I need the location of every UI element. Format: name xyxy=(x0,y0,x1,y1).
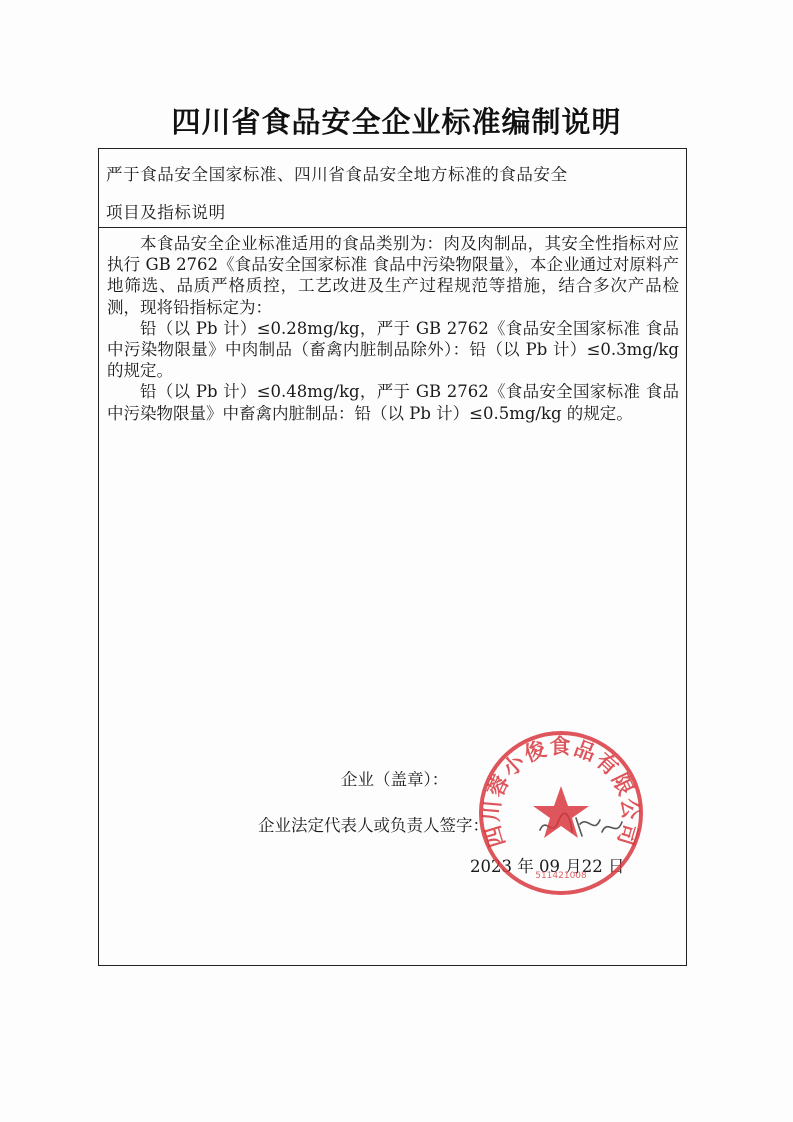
paragraph-lead-limit-offal: 铅（以 Pb 计）≤0.48mg/kg，严于 GB 2762《食品安全国家标准 食品中污染物限量》中畜禽内脏制品：铅（以 Pb 计）≤0.5mg/kg 的规定。 xyxy=(107,382,679,423)
company-seal xyxy=(476,728,646,898)
paragraph-lead-limit-meat: 铅（以 Pb 计）≤0.28mg/kg，严于 GB 2762《食品安全国家标准 食品中污染物限量》中肉制品（畜禽内脏制品除外）：铅（以 Pb 计）≤0.3mg/kg 的规定。 xyxy=(107,318,679,381)
document-title: 四川省食品安全企业标准编制说明 xyxy=(171,105,622,139)
date-day: 22 xyxy=(581,857,603,876)
date-year-unit: 年 xyxy=(517,857,534,876)
seal-code-text: 511421008 xyxy=(535,871,587,881)
section-header-line-1: 严于食品安全国家标准、四川省食品安全地方标准的食品安全 xyxy=(106,165,568,184)
representative-signature-label: 企业法定代表人或负责人签字： xyxy=(258,816,489,835)
date-year: 2023 xyxy=(470,857,512,876)
seal-arc-text: 四川蓉小俊食品有限公司 xyxy=(479,734,643,850)
date-month-unit: 月 xyxy=(565,857,582,876)
section-body xyxy=(107,233,679,424)
date-day-unit: 日 xyxy=(608,857,625,876)
section-header-line-2: 项目及指标说明 xyxy=(106,203,226,222)
company-seal-label: 企业（盖章）： xyxy=(341,770,449,789)
paragraph-scope: 本食品安全企业标准适用的食品类别为：肉及肉制品，其安全性指标对应执行 GB 2762《食品安全国家标准 食品中污染物限量》，本企业通过对原料产地筛选、品质严格质控，工艺改进及生产过程规范等措施，结合多次产品检测，现将铅指标定为： xyxy=(107,234,679,317)
seal-star-icon xyxy=(533,786,589,838)
date-month: 09 xyxy=(539,857,560,876)
section-header xyxy=(99,149,686,228)
